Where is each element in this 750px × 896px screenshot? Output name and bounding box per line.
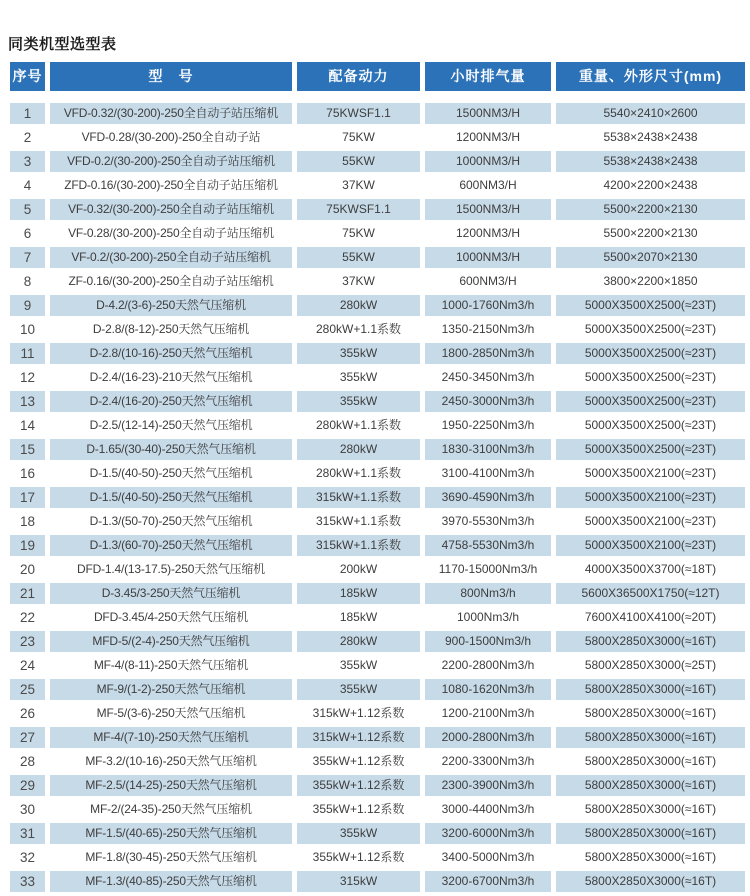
cell-hourly-displacement: 2450-3450Nm3/h xyxy=(441,370,535,384)
cell-weight-dimensions: 5800X2850X3000(≈16T) xyxy=(556,727,745,748)
cell-equipped-power: 280kW+1.1系数 xyxy=(315,466,402,480)
table-row xyxy=(10,343,745,364)
cell-weight-dimensions: 5000X3500X2100(≈23T) xyxy=(556,535,745,556)
cell-model: MF-1.5/(40-65)-250天然气压缩机 xyxy=(50,823,292,844)
cell-hourly-displacement: 1500NM3/H xyxy=(425,199,551,220)
cell-serial-number: 32 xyxy=(19,850,36,865)
cell-model: MF-1.8/(30-45)-250天然气压缩机 xyxy=(85,850,257,864)
table-row xyxy=(10,367,745,388)
cell-equipped-power: 355kW xyxy=(339,370,378,384)
cell-serial-number: 12 xyxy=(19,370,36,385)
cell-hourly-displacement: 2000-2800Nm3/h xyxy=(425,727,551,748)
cell-equipped-power: 55KW xyxy=(297,151,420,172)
cell-hourly-displacement: 1000-1760Nm3/h xyxy=(425,295,551,316)
cell-weight-dimensions: 5800X2850X3000(≈16T) xyxy=(556,823,745,844)
cell-model: MF-1.3/(40-85)-250天然气压缩机 xyxy=(50,871,292,892)
cell-hourly-displacement: 1080-1620Nm3/h xyxy=(425,679,551,700)
cell-serial-number: 31 xyxy=(10,823,45,844)
table-row xyxy=(10,799,745,820)
table-row xyxy=(10,631,745,652)
table-row xyxy=(10,727,745,748)
cell-serial-number: 26 xyxy=(19,706,36,721)
cell-weight-dimensions: 4000X3500X3700(≈18T) xyxy=(584,562,717,576)
cell-model: MFD-5/(2-4)-250天然气压缩机 xyxy=(50,631,292,652)
cell-model: MF-2/(24-35)-250天然气压缩机 xyxy=(90,802,252,816)
cell-weight-dimensions: 5000X3500X2500(≈23T) xyxy=(584,322,717,336)
cell-weight-dimensions: 5000X3500X2500(≈23T) xyxy=(556,295,745,316)
cell-model: VF-0.32/(30-200)-250全自动子站压缩机 xyxy=(50,199,292,220)
cell-equipped-power: 315kW+1.1系数 xyxy=(297,487,420,508)
cell-equipped-power: 355kW xyxy=(297,343,420,364)
cell-equipped-power: 200kW xyxy=(339,562,378,576)
cell-hourly-displacement: 3100-4100Nm3/h xyxy=(441,466,535,480)
cell-hourly-displacement: 2300-3900Nm3/h xyxy=(425,775,551,796)
cell-weight-dimensions: 5000X3500X2500(≈23T) xyxy=(584,370,717,384)
cell-serial-number: 22 xyxy=(19,610,36,625)
cell-hourly-displacement: 2200-2800Nm3/h xyxy=(441,658,535,672)
cell-serial-number: 17 xyxy=(10,487,45,508)
table-row xyxy=(10,271,745,292)
cell-hourly-displacement: 1200-2100Nm3/h xyxy=(441,706,535,720)
cell-serial-number: 29 xyxy=(10,775,45,796)
cell-weight-dimensions: 7600X4100X4100(≈20T) xyxy=(584,610,717,624)
table-row xyxy=(10,223,745,244)
cell-model: VF-0.28/(30-200)-250全自动子站压缩机 xyxy=(68,226,274,240)
cell-model: D-2.4/(16-20)-250天然气压缩机 xyxy=(50,391,292,412)
cell-model: D-1.3/(60-70)-250天然气压缩机 xyxy=(50,535,292,556)
cell-weight-dimensions: 5000X3500X2500(≈23T) xyxy=(556,343,745,364)
table-row xyxy=(10,775,745,796)
cell-weight-dimensions: 5800X2850X3000(≈16T) xyxy=(584,850,717,864)
cell-model: VF-0.2/(30-200)-250全自动子站压缩机 xyxy=(50,247,292,268)
cell-equipped-power: 55KW xyxy=(297,247,420,268)
cell-weight-dimensions: 5600X36500X1750(≈12T) xyxy=(556,583,745,604)
cell-equipped-power: 280kW xyxy=(297,631,420,652)
cell-model: MF-4/(8-11)-250天然气压缩机 xyxy=(93,658,249,672)
table-row xyxy=(10,871,745,892)
cell-model: MF-2.5/(14-25)-250天然气压缩机 xyxy=(50,775,292,796)
cell-weight-dimensions: 5800X2850X3000(≈16T) xyxy=(584,706,717,720)
cell-weight-dimensions: 4200×2200×2438 xyxy=(603,178,698,192)
table-row xyxy=(10,151,745,172)
cell-weight-dimensions: 5800X2850X3000(≈16T) xyxy=(584,802,717,816)
cell-model: VFD-0.28/(30-200)-250全自动子站 xyxy=(81,130,261,144)
cell-hourly-displacement: 2200-3300Nm3/h xyxy=(441,754,535,768)
table-row xyxy=(10,247,745,268)
cell-serial-number: 19 xyxy=(10,535,45,556)
cell-serial-number: 5 xyxy=(10,199,45,220)
cell-serial-number: 1 xyxy=(10,103,45,124)
table-row xyxy=(10,415,745,436)
cell-model: VFD-0.32/(30-200)-250全自动子站压缩机 xyxy=(50,103,292,124)
cell-hourly-displacement: 3200-6000Nm3/h xyxy=(425,823,551,844)
cell-model: DFD-3.45/4-250天然气压缩机 xyxy=(93,610,249,624)
cell-weight-dimensions: 5800X2850X3000(≈16T) xyxy=(556,871,745,892)
cell-hourly-displacement: 1500NM3/H xyxy=(425,103,551,124)
cell-equipped-power: 75KWSF1.1 xyxy=(297,103,420,124)
cell-weight-dimensions: 5000X3500X2100(≈23T) xyxy=(584,514,717,528)
cell-equipped-power: 280kW xyxy=(297,439,420,460)
cell-model: D-1.5/(40-50)-250天然气压缩机 xyxy=(50,487,292,508)
cell-weight-dimensions: 5000X3500X2100(≈23T) xyxy=(584,466,717,480)
cell-equipped-power: 355kW+1.12系数 xyxy=(312,802,405,816)
cell-hourly-displacement: 3400-5000Nm3/h xyxy=(441,850,535,864)
cell-serial-number: 27 xyxy=(10,727,45,748)
cell-model: MF-4/(7-10)-250天然气压缩机 xyxy=(50,727,292,748)
cell-hourly-displacement: 1800-2850Nm3/h xyxy=(425,343,551,364)
cell-equipped-power: 355kW xyxy=(297,391,420,412)
cell-hourly-displacement: 1950-2250Nm3/h xyxy=(441,418,535,432)
cell-weight-dimensions: 5538×2438×2438 xyxy=(556,151,745,172)
cell-equipped-power: 355kW+1.12系数 xyxy=(297,775,420,796)
cell-hourly-displacement: 600NM3/H xyxy=(459,178,517,192)
cell-equipped-power: 37KW xyxy=(342,274,375,288)
cell-model: MF-5/(3-6)-250天然气压缩机 xyxy=(96,706,246,720)
cell-model: ZFD-0.16/(30-200)-250全自动子站压缩机 xyxy=(64,178,278,192)
cell-serial-number: 33 xyxy=(10,871,45,892)
table-row xyxy=(10,511,745,532)
cell-model: MF-3.2/(10-16)-250天然气压缩机 xyxy=(85,754,257,768)
cell-model: D-2.5/(12-14)-250天然气压缩机 xyxy=(89,418,253,432)
cell-equipped-power: 315kW xyxy=(297,871,420,892)
cell-equipped-power: 315kW+1.1系数 xyxy=(315,514,402,528)
header-serial-number: 序号 xyxy=(10,62,45,91)
table-row xyxy=(10,703,745,724)
cell-hourly-displacement: 800Nm3/h xyxy=(425,583,551,604)
cell-model: VFD-0.2/(30-200)-250全自动子站压缩机 xyxy=(50,151,292,172)
cell-weight-dimensions: 5800X2850X3000(≈16T) xyxy=(556,631,745,652)
cell-equipped-power: 280kW xyxy=(297,295,420,316)
cell-serial-number: 20 xyxy=(19,562,36,577)
cell-serial-number: 13 xyxy=(10,391,45,412)
cell-equipped-power: 75KW xyxy=(342,130,375,144)
table-row xyxy=(10,439,745,460)
header-model: 型 号 xyxy=(50,62,292,91)
table-row xyxy=(10,463,745,484)
cell-model: D-1.5/(40-50)-250天然气压缩机 xyxy=(89,466,253,480)
cell-equipped-power: 37KW xyxy=(342,178,375,192)
cell-weight-dimensions: 5500×2070×2130 xyxy=(556,247,745,268)
cell-weight-dimensions: 5000X3500X2500(≈23T) xyxy=(556,439,745,460)
cell-hourly-displacement: 600NM3/H xyxy=(459,274,517,288)
cell-equipped-power: 315kW+1.1系数 xyxy=(297,535,420,556)
cell-serial-number: 10 xyxy=(19,322,36,337)
table-row xyxy=(10,319,745,340)
cell-hourly-displacement: 3000-4400Nm3/h xyxy=(441,802,535,816)
cell-model: D-2.4/(16-23)-210天然气压缩机 xyxy=(89,370,253,384)
cell-weight-dimensions: 5800X2850X3000(≈16T) xyxy=(584,754,717,768)
cell-hourly-displacement: 4758-5530Nm3/h xyxy=(425,535,551,556)
cell-serial-number: 7 xyxy=(10,247,45,268)
cell-model: D-2.8/(10-16)-250天然气压缩机 xyxy=(50,343,292,364)
cell-hourly-displacement: 3970-5530Nm3/h xyxy=(441,514,535,528)
table-row xyxy=(10,751,745,772)
cell-model: D-2.8/(8-12)-250天然气压缩机 xyxy=(92,322,250,336)
cell-hourly-displacement: 900-1500Nm3/h xyxy=(425,631,551,652)
table-row xyxy=(10,679,745,700)
cell-weight-dimensions: 5800X2850X3000(≈16T) xyxy=(556,775,745,796)
table-row xyxy=(10,175,745,196)
cell-serial-number: 2 xyxy=(23,130,32,145)
cell-weight-dimensions: 5500×2200×2130 xyxy=(603,226,698,240)
cell-model: DFD-1.4/(13-17.5)-250天然气压缩机 xyxy=(77,562,265,576)
cell-hourly-displacement: 1200NM3/H xyxy=(455,226,521,240)
header-weight-dimensions: 重量、外形尺寸(mm) xyxy=(556,62,745,91)
cell-hourly-displacement: 1000NM3/H xyxy=(425,247,551,268)
cell-serial-number: 30 xyxy=(19,802,36,817)
cell-serial-number: 4 xyxy=(23,178,32,193)
table-row xyxy=(10,847,745,868)
cell-weight-dimensions: 5000X3500X2100(≈23T) xyxy=(556,487,745,508)
cell-serial-number: 11 xyxy=(10,343,45,364)
cell-equipped-power: 75KW xyxy=(342,226,375,240)
page-title: 同类机型选型表 xyxy=(8,36,117,53)
cell-serial-number: 25 xyxy=(10,679,45,700)
cell-weight-dimensions: 5540×2410×2600 xyxy=(556,103,745,124)
cell-weight-dimensions: 5000X3500X2500(≈23T) xyxy=(584,418,717,432)
cell-serial-number: 9 xyxy=(10,295,45,316)
cell-equipped-power: 355kW xyxy=(297,823,420,844)
cell-equipped-power: 315kW+1.12系数 xyxy=(297,727,420,748)
cell-serial-number: 3 xyxy=(10,151,45,172)
cell-equipped-power: 75KWSF1.1 xyxy=(297,199,420,220)
cell-weight-dimensions: 5800X2850X3000(≈16T) xyxy=(556,679,745,700)
cell-hourly-displacement: 1350-2150Nm3/h xyxy=(441,322,535,336)
cell-hourly-displacement: 3200-6700Nm3/h xyxy=(425,871,551,892)
table-row xyxy=(10,823,745,844)
cell-serial-number: 18 xyxy=(19,514,36,529)
cell-serial-number: 14 xyxy=(19,418,36,433)
cell-hourly-displacement: 3690-4590Nm3/h xyxy=(425,487,551,508)
cell-equipped-power: 185kW xyxy=(339,610,378,624)
cell-equipped-power: 355kW xyxy=(339,658,378,672)
table-row xyxy=(10,487,745,508)
cell-equipped-power: 315kW+1.12系数 xyxy=(312,706,405,720)
cell-serial-number: 15 xyxy=(10,439,45,460)
cell-equipped-power: 355kW+1.12系数 xyxy=(312,754,405,768)
cell-hourly-displacement: 2450-3000Nm3/h xyxy=(425,391,551,412)
cell-hourly-displacement: 1830-3100Nm3/h xyxy=(425,439,551,460)
cell-model: ZF-0.16/(30-200)-250全自动子站压缩机 xyxy=(68,274,274,288)
cell-serial-number: 16 xyxy=(19,466,36,481)
cell-equipped-power: 280kW+1.1系数 xyxy=(315,418,402,432)
cell-hourly-displacement: 1000Nm3/h xyxy=(456,610,520,624)
cell-weight-dimensions: 5800X2850X3000(≈25T) xyxy=(584,658,717,672)
cell-equipped-power: 355kW+1.12系数 xyxy=(312,850,405,864)
table-row xyxy=(10,103,745,124)
cell-weight-dimensions: 5538×2438×2438 xyxy=(603,130,698,144)
cell-serial-number: 23 xyxy=(10,631,45,652)
cell-model: D-4.2/(3-6)-250天然气压缩机 xyxy=(50,295,292,316)
table-row xyxy=(10,583,745,604)
cell-model: D-1.3/(50-70)-250天然气压缩机 xyxy=(89,514,253,528)
cell-serial-number: 28 xyxy=(19,754,36,769)
table-row xyxy=(10,607,745,628)
table-header-row xyxy=(10,62,745,91)
header-hourly-displacement: 小时排气量 xyxy=(425,62,551,91)
cell-model: D-3.45/3-250天然气压缩机 xyxy=(50,583,292,604)
table-row xyxy=(10,391,745,412)
cell-model: MF-9/(1-2)-250天然气压缩机 xyxy=(50,679,292,700)
cell-weight-dimensions: 5000X3500X2500(≈23T) xyxy=(556,391,745,412)
model-selection-table xyxy=(10,62,745,895)
cell-hourly-displacement: 1000NM3/H xyxy=(425,151,551,172)
cell-weight-dimensions: 5500×2200×2130 xyxy=(556,199,745,220)
table-body xyxy=(10,103,745,892)
table-row xyxy=(10,295,745,316)
table-row xyxy=(10,655,745,676)
cell-hourly-displacement: 1200NM3/H xyxy=(455,130,521,144)
cell-model: D-1.65/(30-40)-250天然气压缩机 xyxy=(50,439,292,460)
cell-equipped-power: 185kW xyxy=(297,583,420,604)
cell-equipped-power: 280kW+1.1系数 xyxy=(315,322,402,336)
header-equipped-power: 配备动力 xyxy=(297,62,420,91)
cell-weight-dimensions: 3800×2200×1850 xyxy=(603,274,698,288)
table-row xyxy=(10,199,745,220)
cell-equipped-power: 355kW xyxy=(297,679,420,700)
cell-serial-number: 21 xyxy=(10,583,45,604)
cell-hourly-displacement: 1170-15000Nm3/h xyxy=(438,562,538,576)
cell-serial-number: 8 xyxy=(23,274,32,289)
table-row xyxy=(10,535,745,556)
table-row xyxy=(10,559,745,580)
cell-serial-number: 24 xyxy=(19,658,36,673)
cell-serial-number: 6 xyxy=(23,226,32,241)
table-row xyxy=(10,127,745,148)
